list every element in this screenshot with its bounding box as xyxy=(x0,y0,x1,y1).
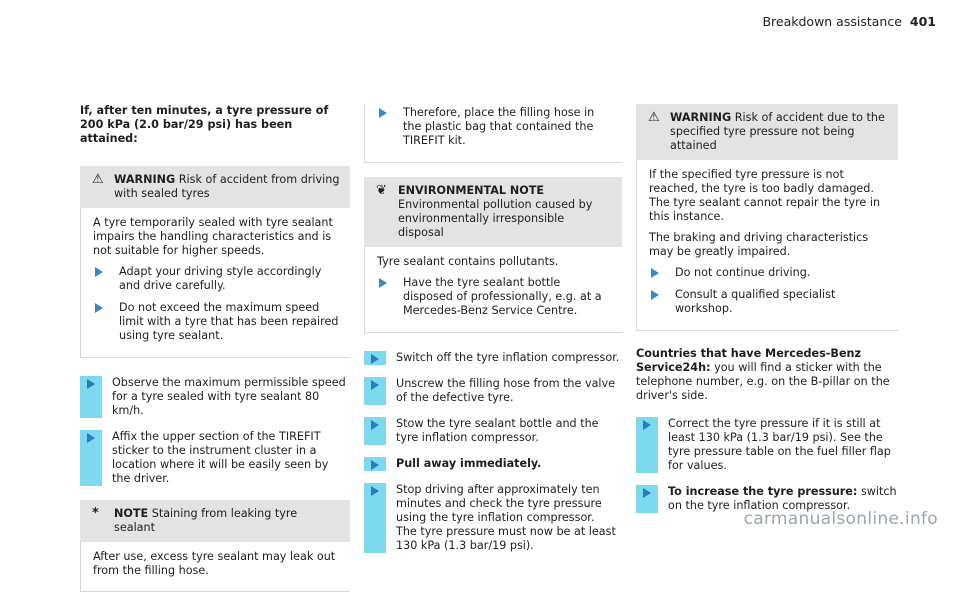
note-continuation xyxy=(364,104,622,163)
note-header xyxy=(80,500,350,542)
arrow-icon xyxy=(649,288,667,316)
warning-body: If the specified tyre pressure is not reached, the tyre is too badly damaged. The tyre sealant cannot repair the tyre in this instance. The braking and driving characteristics may be greatly impaired. Do not continue driving. Consult a qualified specialist workshop. xyxy=(636,160,898,331)
instruction-step: To increase the tyre pressure: switch on the tyre inflation compressor. xyxy=(636,485,898,513)
note-title: Staining from leaking tyre sealant xyxy=(114,507,298,534)
warning-label: WARNING xyxy=(114,173,176,186)
arrow-icon xyxy=(80,430,102,486)
condition-heading: If, after ten minutes, a tyre pressure of 200 kPa (2.0 bar/29 psi) has been attained: xyxy=(80,104,329,145)
arrow-icon xyxy=(93,301,111,343)
note-label: NOTE xyxy=(114,507,149,520)
leaf-icon: ❦ xyxy=(376,183,387,198)
arrow-icon xyxy=(364,483,386,553)
column-1 xyxy=(80,104,350,592)
instruction-step: Pull away immediately. xyxy=(364,457,622,471)
warning-box xyxy=(80,166,350,358)
arrow-icon xyxy=(364,377,386,405)
warning-triangle-icon: ⚠ xyxy=(648,110,660,125)
warning-step: Do not continue driving. xyxy=(649,266,888,280)
environmental-note-box xyxy=(364,177,622,333)
section-title: Breakdown assistance xyxy=(762,14,902,29)
env-step: Have the tyre sealant bottle disposed of professionally, e.g. at a Mercedes-Benz Service Centre. xyxy=(377,276,612,318)
arrow-icon xyxy=(649,266,667,280)
instruction-step: Stop driving after approximately ten minutes and check the tyre pressure using the tyre inflation compressor. The tyre pressure must now be at least 130 kPa (1.3 bar/19 psi). xyxy=(364,483,622,553)
warning-body xyxy=(80,208,350,358)
warning-title: Risk of accident due to the specified tyre pressure not being attained xyxy=(670,111,885,152)
arrow-icon xyxy=(364,457,386,471)
warning-header xyxy=(80,166,350,208)
warning-step: Adapt your driving style accordingly and drive carefully. xyxy=(93,265,340,293)
instruction-step: Correct the tyre pressure if it is still at least 130 kPa (1.3 bar/19 psi). See the tyre pressure table on the fuel filler flap for values. xyxy=(636,417,898,473)
warning-header xyxy=(636,104,898,160)
env-label: ENVIRONMENTAL NOTE xyxy=(398,184,545,197)
warning-text: A tyre temporarily sealed with tyre sealant impairs the handling characteristics and is not suitable for higher speeds. xyxy=(93,216,333,257)
arrow-icon xyxy=(636,485,658,513)
environmental-note-body: Tyre sealant contains pollutants. Have the tyre sealant bottle disposed of professionally, e.g. at a Mercedes-Benz Service Centre. xyxy=(364,247,622,333)
instruction-step: Switch off the tyre inflation compressor. xyxy=(364,351,622,365)
countries-text: you will find a sticker with the telephone number, e.g. on the B-pillar on the driver's side. xyxy=(636,361,890,402)
env-title: Environmental pollution caused by environmentally irresponsible disposal xyxy=(398,198,593,239)
arrow-icon xyxy=(636,417,658,473)
column-2 xyxy=(364,104,622,565)
countries-paragraph xyxy=(636,347,898,403)
countries-title: Countries that have Mercedes-Benz Service24h: xyxy=(636,347,862,374)
note-step: Therefore, place the filling hose in the plastic bag that contained the TIREFIT kit. xyxy=(377,106,612,148)
note-body: After use, excess tyre sealant may leak out from the filling hose. xyxy=(80,542,350,592)
instruction-step: Unscrew the filling hose from the valve of the defective tyre. xyxy=(364,377,622,405)
note-box xyxy=(80,500,350,592)
warning-title: Risk of accident from driving with sealed tyres xyxy=(114,173,340,200)
arrow-icon xyxy=(364,351,386,365)
instruction-step: Stow the tyre sealant bottle and the tyre inflation compressor. xyxy=(364,417,622,445)
warning-triangle-icon: ⚠ xyxy=(92,172,104,187)
environmental-note-header xyxy=(364,177,622,247)
arrow-icon xyxy=(377,106,395,148)
arrow-icon xyxy=(80,376,102,418)
warning-step: Consult a qualified specialist workshop. xyxy=(649,288,888,316)
warning-label: WARNING xyxy=(670,111,732,124)
instruction-step: Observe the maximum permissible speed for a tyre sealed with tyre sealant 80 km/h. xyxy=(80,376,350,418)
page-header xyxy=(762,14,936,29)
note-icon: * xyxy=(92,506,99,521)
watermark: carmanualsonline.info xyxy=(743,509,938,529)
arrow-icon xyxy=(377,276,395,318)
warning-step: Do not exceed the maximum speed limit with a tyre that has been repaired using tyre sealant. xyxy=(93,301,340,343)
arrow-icon xyxy=(93,265,111,293)
warning-box xyxy=(636,104,898,331)
arrow-icon xyxy=(364,417,386,445)
page-number: 401 xyxy=(909,14,936,29)
instruction-step: Affix the upper section of the TIREFIT sticker to the instrument cluster in a location where it will be easily seen by the driver. xyxy=(80,430,350,486)
column-3 xyxy=(636,104,898,525)
